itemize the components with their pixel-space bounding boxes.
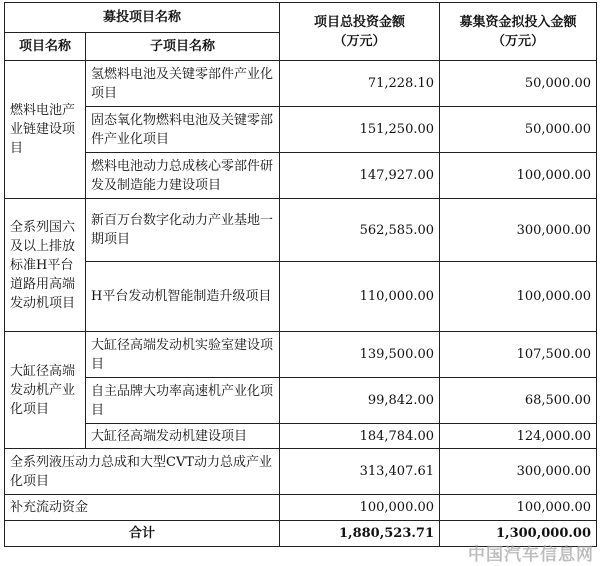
- raised-funds: 68,500.00: [440, 378, 597, 424]
- table-row: [5, 332, 597, 378]
- sub-project-name: 固态氧化物燃料电池及关键零部件产业化项目: [86, 107, 280, 153]
- sub-project-name: 自主品牌大功率高速机产业化项目: [86, 378, 280, 424]
- table-row: [5, 262, 597, 332]
- project-name: 全系列液压动力总成和大型CVT动力总成产业化项目: [5, 449, 280, 495]
- table-row: [5, 424, 597, 449]
- total-investment: 184,784.00: [280, 424, 440, 449]
- project-name: 全系列国六及以上排放标准H平台道路用高端发动机项目: [5, 199, 86, 332]
- sub-project-name: 大缸径高端发动机建设项目: [86, 424, 280, 449]
- raised-funds: 50,000.00: [440, 107, 597, 153]
- raised-funds: 124,000.00: [440, 424, 597, 449]
- raised-funds: 107,500.00: [440, 332, 597, 378]
- table-row: [5, 199, 597, 262]
- table-row: [5, 107, 597, 153]
- total-investment: 562,585.00: [280, 199, 440, 262]
- total-investment: 71,228.10: [280, 61, 440, 107]
- table-row: [5, 153, 597, 199]
- project-name: 补充流动资金: [5, 495, 280, 521]
- sub-project-name: 新百万台数字化动力产业基地一期项目: [86, 199, 280, 262]
- raised-funds-sum: 1,300,000.00: [440, 521, 597, 547]
- table-row: [5, 378, 597, 424]
- raised-funds: 100,000.00: [440, 262, 597, 332]
- table-row: [5, 495, 597, 521]
- total-investment: 151,250.00: [280, 107, 440, 153]
- project-name: 燃料电池产业链建设项目: [5, 61, 86, 199]
- total-investment: 99,842.00: [280, 378, 440, 424]
- header-raised-funds: 募集资金拟投入金额 （万元）: [440, 3, 597, 61]
- table-row: [5, 449, 597, 495]
- raised-funds: 50,000.00: [440, 61, 597, 107]
- total-investment: 110,000.00: [280, 262, 440, 332]
- sub-project-name: 大缸径高端发动机实验室建设项目: [86, 332, 280, 378]
- raised-funds: 100,000.00: [440, 153, 597, 199]
- table-row: [5, 61, 597, 107]
- fundraising-projects-table: [4, 2, 597, 547]
- header-total-investment: 项目总投资金额 （万元）: [280, 3, 440, 61]
- total-investment: 147,927.00: [280, 153, 440, 199]
- total-investment-sum: 1,880,523.71: [280, 521, 440, 547]
- total-investment: 313,407.61: [280, 449, 440, 495]
- watermark: 中国汽车信息网: [468, 545, 594, 565]
- raised-funds: 300,000.00: [440, 199, 597, 262]
- total-label: 合计: [5, 521, 280, 547]
- header-sub-project-name: 子项目名称: [86, 33, 280, 61]
- sub-project-name: 燃料电池动力总成核心零部件研发及制造能力建设项目: [86, 153, 280, 199]
- total-investment: 100,000.00: [280, 495, 440, 521]
- total-investment: 139,500.00: [280, 332, 440, 378]
- header-project-name: 项目名称: [5, 33, 86, 61]
- raised-funds: 100,000.00: [440, 495, 597, 521]
- project-name: 大缸径高端发动机产业化项目: [5, 332, 86, 449]
- raised-funds: 300,000.00: [440, 449, 597, 495]
- sub-project-name: H平台发动机智能制造升级项目: [86, 262, 280, 332]
- sub-project-name: 氢燃料电池及关键零部件产业化项目: [86, 61, 280, 107]
- header-group: 募投项目名称: [5, 3, 280, 33]
